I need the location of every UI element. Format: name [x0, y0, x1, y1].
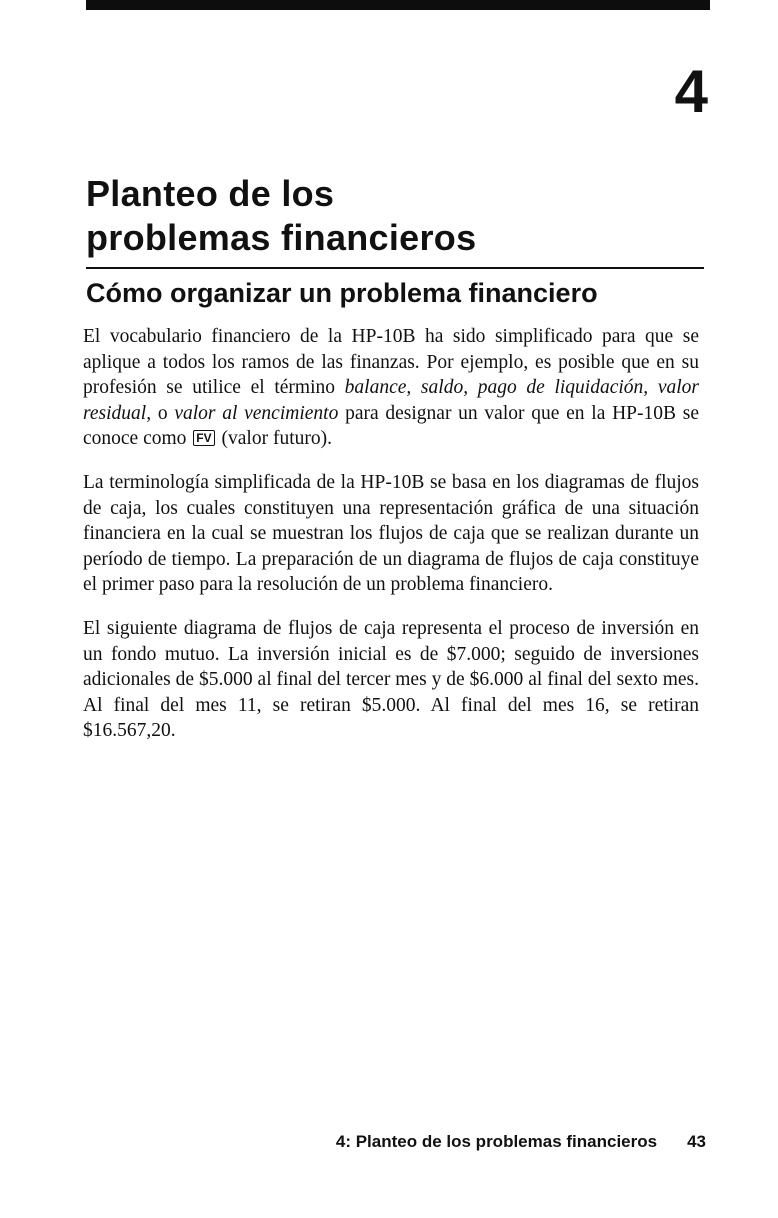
fv-key-icon: FV: [193, 430, 214, 446]
p1-italic-terms: balance, saldo, pago de liquidación, valor residual,: [83, 377, 699, 424]
section-divider: [86, 267, 704, 269]
chapter-title: [86, 172, 696, 260]
paragraph-2: La terminología simplificada de la HP-10B se basa en los diagramas de flujos de caja, los cuales constituyen una representación gráfica de una situación financiera en la cual se muestran los flujos de caja que se realizan durante un período de tiempo. La preparación de un diagrama de flujos de caja constituye el primer paso para la resolución de un problema financiero.: [83, 471, 699, 596]
page-number: 43: [687, 1132, 706, 1151]
p1-text-c: o: [151, 402, 175, 424]
chapter-title-line-2: problemas financieros: [86, 217, 477, 258]
p1-italic-term-vencimiento: valor al vencimiento: [174, 402, 339, 424]
p1-text-f: (valor futuro).: [216, 428, 332, 450]
page-footer: [336, 1132, 706, 1152]
p1-text-e: para designar un valor que en la HP-10B se conoce como: [83, 402, 700, 450]
body-text: [83, 324, 699, 762]
paragraph-3: El siguiente diagrama de flujos de caja representa el proceso de inversión en un fondo mutuo. La inversión inicial es de $7.000; seguido de inversiones adicionales de $5.000 al final del tercer mes y de $6.000 al final del sexto mes. Al final del mes 11, se retiran $5.000. Al final del mes 16, se retiran $16.567,20.: [83, 617, 699, 742]
chapter-number: 4: [674, 58, 708, 125]
chapter-title-line-1: Planteo de los: [86, 173, 335, 214]
section-title: Cómo organizar un problema financiero: [86, 278, 598, 308]
p1-text-a: El vocabulario financiero de la HP-10B ha sido simplificado para que se aplique a todos los ramos de las finanzas. Por ejemplo, es posible que en su profesión se utilice el término: [83, 326, 699, 399]
footer-running-title: 4: Planteo de los problemas financieros: [335, 1132, 658, 1151]
top-rule-bar: [86, 0, 710, 10]
paragraph-1: [83, 324, 699, 452]
